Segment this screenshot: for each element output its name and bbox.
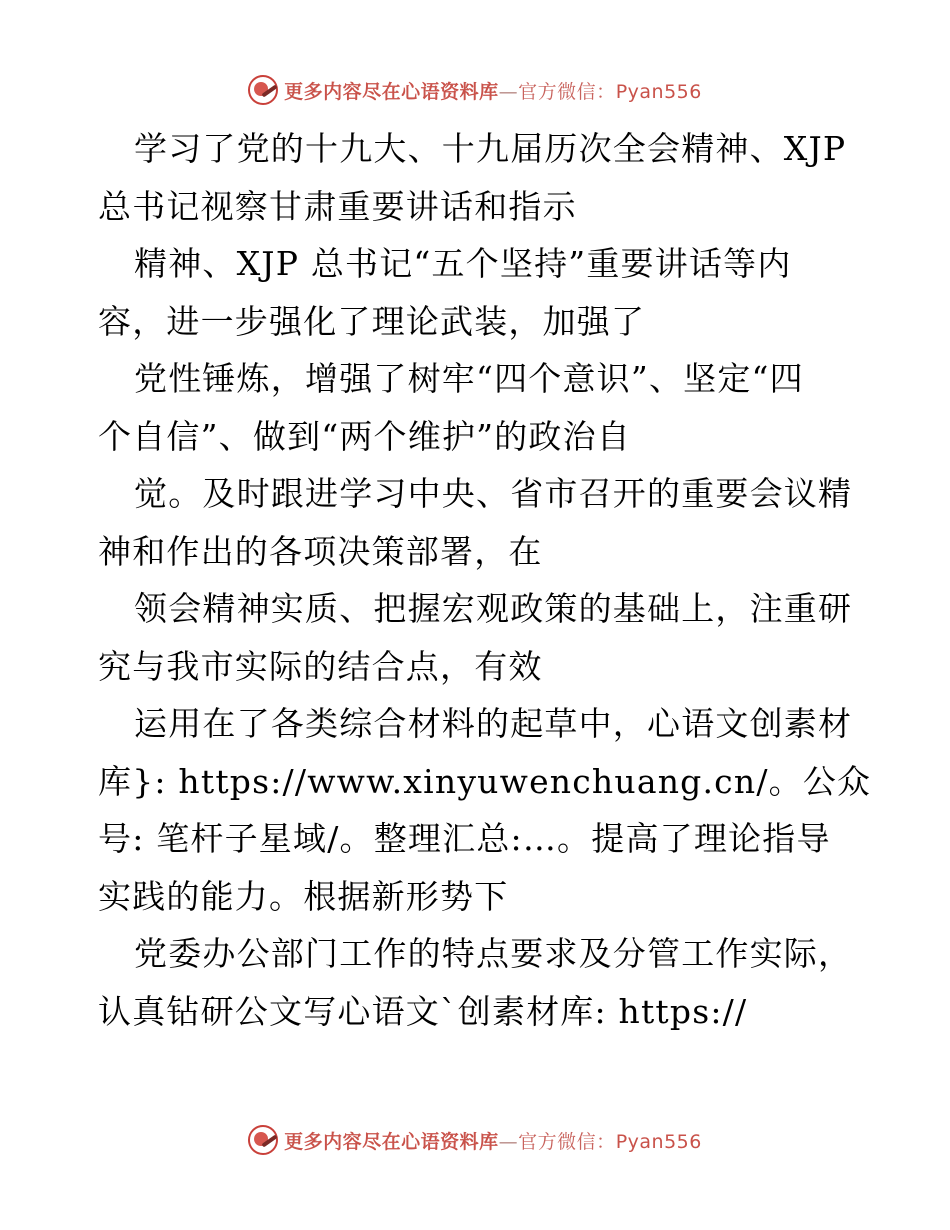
header-banner [0,70,950,110]
footer-banner-text [284,1127,702,1154]
logo-icon [248,1125,278,1155]
document-body [98,120,872,1040]
footer-wechat-id: Pyan556 [615,1130,702,1153]
footer-brand: 更多内容尽在心语资料库 [284,1130,499,1153]
footer-separator: — [498,1130,519,1153]
text-line: 号: 笔杆子星域/。整理汇总:…。提高了理论指导 [98,819,831,858]
text-line: 领会精神实质、把握宏观政策的基础上，注重研 [134,589,853,628]
text-line: 实践的能力。根据新形势下 [98,876,509,916]
header-banner-text [284,77,702,104]
header-wechat-label: 官方微信： [518,80,616,103]
header-separator: — [498,80,519,103]
logo-icon [248,75,278,105]
text-line: 认真钻研公文写心语文`创素材库: https:// [98,991,748,1031]
footer-wechat-label: 官方微信： [518,1130,616,1153]
text-line: 觉。及时跟进学习中央、省市召开的重要会议精 [134,474,853,513]
footer-banner [0,1120,950,1160]
text-line: 个自信”、做到“两个维护”的政治自 [98,416,632,456]
text-line: 总书记视察甘肃重要讲话和指示 [98,186,577,226]
text-line: 学习了党的十九大、十九届历次全会精神、XJP [134,129,847,168]
text-line: 库}: https://www.xinyuwenchuang.cn/。公众 [98,761,872,801]
text-line: 党性锤炼，增强了树牢“四个意识”、坚定“四 [134,359,804,398]
text-line: 党委办公部门工作的特点要求及分管工作实际， [134,934,853,973]
header-brand: 更多内容尽在心语资料库 [284,80,499,103]
text-line: 精神、XJP 总书记“五个坚持”重要讲话等内 [134,244,792,283]
text-line: 究与我市实际的结合点，有效 [98,646,543,686]
header-wechat-id: Pyan556 [615,80,702,103]
text-line: 神和作出的各项决策部署，在 [98,531,543,571]
text-line: 运用在了各类综合材料的起草中，心语文创素材 [134,704,853,743]
text-line: 容，进一步强化了理论武装，加强了 [98,301,646,341]
